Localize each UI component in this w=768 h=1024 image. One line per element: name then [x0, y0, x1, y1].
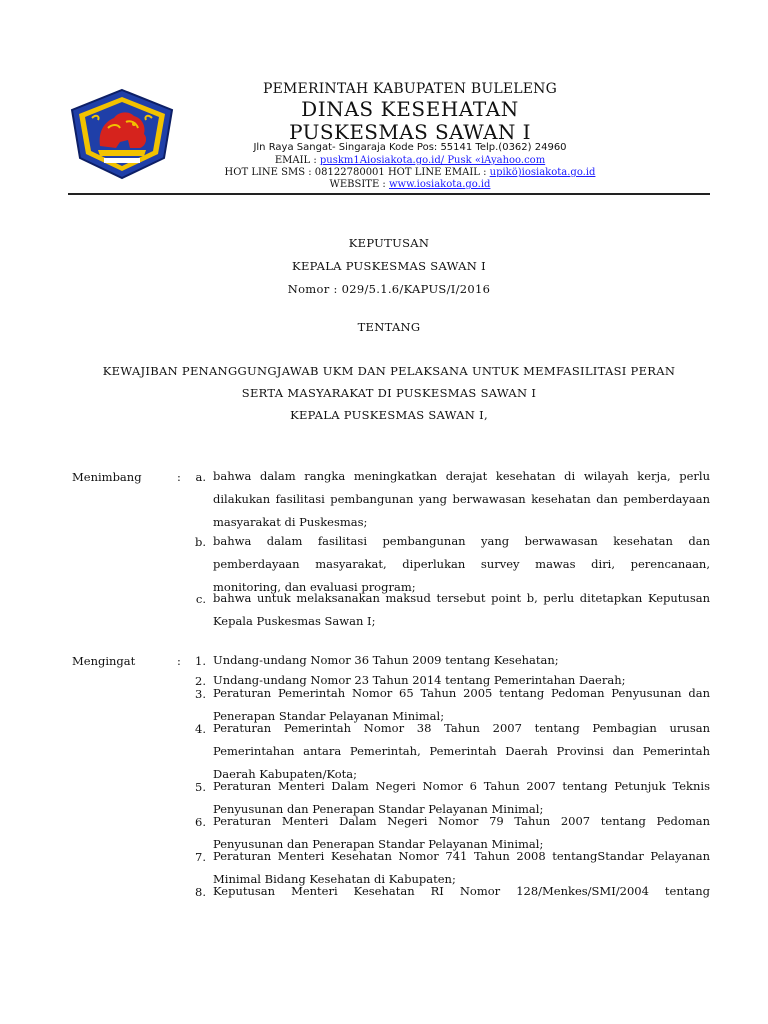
- list-item-number: a.: [195, 470, 206, 484]
- doc-type: KEPUTUSAN: [348, 236, 430, 250]
- list-item-line: Undang-undang Nomor 36 Tahun 2009 tentang Kesehatan;: [213, 653, 559, 667]
- list-item-number: c.: [195, 592, 206, 606]
- letterhead-address: Jln Raya Sangat- Singaraja Kode Pos: 55141 Telp.(0362) 24960: [253, 142, 567, 153]
- list-item-number: b.: [194, 535, 206, 549]
- list-item-line: Peraturan Menteri Kesehatan Nomor 741 Tahun 2008 tentangStandar Pelayanan: [213, 849, 710, 863]
- list-item-line: Penerapan Standar Pelayanan Minimal;: [213, 709, 445, 723]
- doc-number: Nomor : 029/5.1.6/KAPUS/I/2016: [287, 282, 491, 296]
- list-item-line: Peraturan Menteri Dalam Negeri Nomor 79 Tahun 2007 tentang Pedoman: [213, 814, 710, 828]
- list-item-number: 1.: [195, 654, 206, 668]
- list-item-line: pemberdayaan masyarakat, diperlukan survey mawas diri, perencanaan,: [213, 557, 710, 571]
- email-link[interactable]: puskm1Aiosiakota.go.id/ Pusk «iAyahoo.com: [319, 155, 546, 166]
- list-item-line: Daerah Kabupaten/Kota;: [213, 767, 357, 781]
- section-label-mengingat: Mengingat: [72, 654, 136, 668]
- doc-subject-line-3: KEPALA PUSKESMAS SAWAN I,: [290, 408, 488, 422]
- email-label: EMAIL :: [274, 155, 320, 166]
- list-item: [213, 465, 710, 534]
- list-item-line: Penyusunan dan Penerapan Standar Pelayanan Minimal;: [213, 837, 544, 851]
- letterhead-website: [180, 179, 640, 190]
- hotline-email-link[interactable]: upikö)iosiakota.go.id: [489, 167, 596, 178]
- list-item: [213, 880, 710, 903]
- doc-issuer: KEPALA PUSKESMAS SAWAN I: [292, 259, 486, 273]
- list-item-number: 2.: [195, 674, 206, 688]
- list-item-line: Penyusunan dan Penerapan Standar Pelayanan Minimal;: [213, 802, 544, 816]
- list-item-line: bahwa untuk melaksanakan maksud tersebut point b, perlu ditetapkan Keputusan: [213, 591, 710, 605]
- letterhead-hotline: [180, 167, 640, 178]
- list-item-line: Minimal Bidang Kesehatan di Kabupaten;: [213, 872, 456, 886]
- list-item-line: dilakukan fasilitasi pembangunan yang berwawasan kesehatan dan pemberdayaan: [213, 492, 710, 506]
- list-item-line: masyarakat di Puskesmas;: [213, 515, 368, 529]
- letterhead-divider: [68, 193, 710, 195]
- list-item-line: monitoring, dan evaluasi program;: [213, 580, 416, 594]
- section-colon: :: [177, 654, 181, 668]
- letterhead-email: [180, 155, 640, 166]
- list-item-number: 7.: [195, 850, 206, 864]
- hotline-text: HOT LINE SMS : 08122780001 HOT LINE EMAIL :: [224, 167, 490, 178]
- list-item-line: Peraturan Menteri Dalam Negeri Nomor 6 Tahun 2007 tentang Petunjuk Teknis: [213, 779, 710, 793]
- list-item-line: Peraturan Pemerintah Nomor 65 Tahun 2005 tentang Pedoman Penyusunan dan: [213, 686, 710, 700]
- list-item-number: 8.: [195, 885, 206, 899]
- list-item-line: Peraturan Pemerintah Nomor 38 Tahun 2007 tentang Pembagian urusan: [213, 721, 710, 735]
- list-item-number: 4.: [195, 722, 206, 736]
- section-colon: :: [177, 470, 181, 484]
- list-item-line: Kepala Puskesmas Sawan I;: [213, 614, 376, 628]
- doc-subject-line-2: SERTA MASYARAKAT DI PUSKESMAS SAWAN I: [241, 386, 537, 400]
- list-item-line: Keputusan Menteri Kesehatan RI Nomor 128/Menkes/SMI/2004 tentang: [213, 884, 710, 898]
- list-item: [213, 587, 710, 633]
- website-label: WEBSITE :: [329, 179, 389, 190]
- letterhead-government: PEMERINTAH KABUPATEN BULELENG: [262, 81, 558, 97]
- section-label-menimbang: Menimbang: [72, 470, 142, 484]
- doc-about-heading: TENTANG: [357, 320, 421, 334]
- list-item-number: 5.: [195, 780, 206, 794]
- doc-subject-line-1: KEWAJIBAN PENANGGUNGJAWAB UKM DAN PELAKSANA UNTUK MEMFASILITASI PERAN: [102, 364, 676, 378]
- list-item-line: Pemerintahan antara Pemerintah, Pemerintah Daerah Provinsi dan Pemerintah: [213, 744, 710, 758]
- list-item-number: 3.: [195, 687, 206, 701]
- letterhead-office: PUSKESMAS SAWAN I: [289, 120, 531, 144]
- list-item-line: bahwa dalam fasilitasi pembangunan yang berwawasan kesehatan dan: [213, 534, 710, 548]
- list-item-line: bahwa dalam rangka meningkatkan derajat kesehatan di wilayah kerja, perlu: [213, 469, 710, 483]
- buleleng-emblem-icon: [68, 88, 176, 180]
- list-item-number: 6.: [195, 815, 206, 829]
- list-item-line: Undang-undang Nomor 23 Tahun 2014 tentang Pemerintahan Daerah;: [213, 673, 626, 687]
- website-link[interactable]: www.iosiakota.go.id: [388, 179, 491, 190]
- letterhead-agency: DINAS KESEHATAN: [301, 97, 519, 121]
